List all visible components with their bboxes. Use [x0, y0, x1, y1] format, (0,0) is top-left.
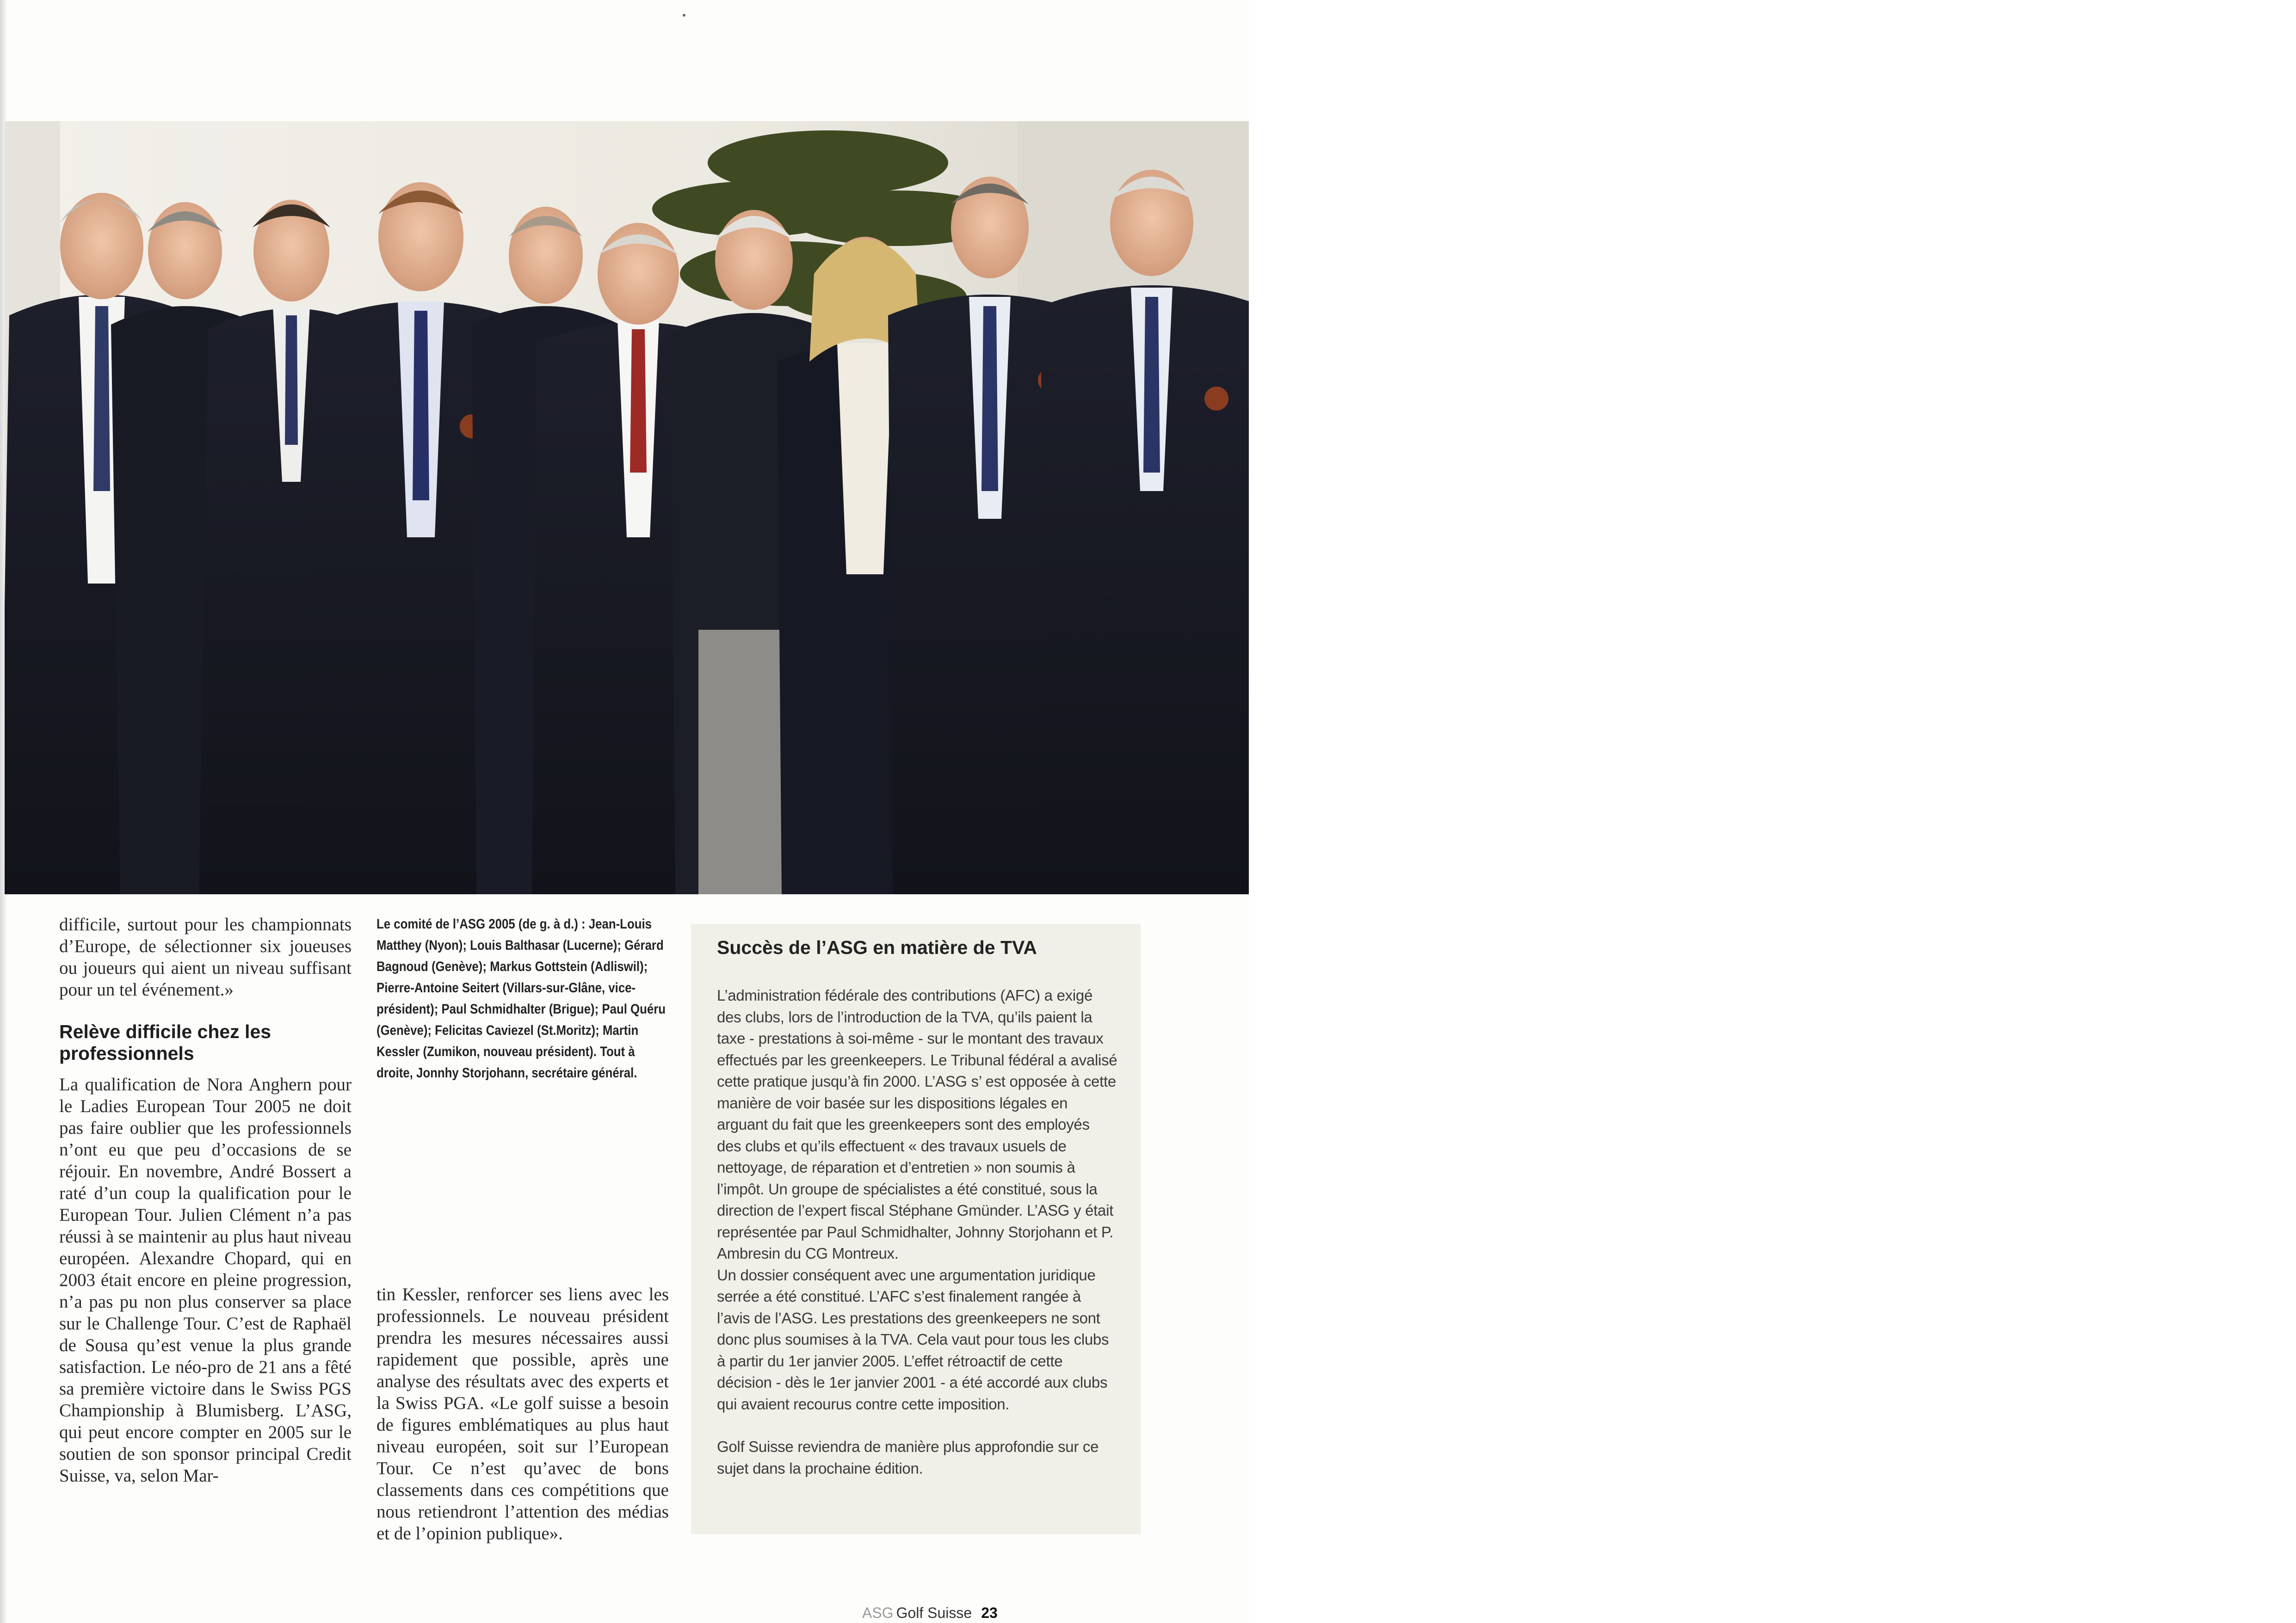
tva-sidebar-box — [691, 924, 1141, 1534]
sidebar-title: Succès de l’ASG en matière de TVA — [717, 937, 1037, 958]
footer-brand: Golf Suisse — [896, 1605, 972, 1621]
page-number: 23 — [981, 1605, 998, 1621]
sidebar-paragraph-2: Un dossier conséquent avec une argumentation juridique serrée a été constitué. L’AFC s’est finalement rangée à l’avis de l’ASG. Les prestations des greenkeepers ne sont donc plus soumises à la TVA. Cela vaut pour tous les clubs à partir du 1er janvier 2005. L’effet rétroactif de cette décision - dès le 1er janvier 2001 - a été accordé aux clubs qui avaient recourus contre cette imposition. — [717, 1266, 1109, 1413]
left-text-column — [59, 914, 352, 1487]
section-subheading: Relève difficile chez les professionnels — [59, 1021, 272, 1064]
sidebar-paragraph-3: Golf Suisse reviendra de manière plus approfondie sur ce sujet dans la prochaine édition. — [717, 1438, 1099, 1477]
committee-photo — [5, 121, 1249, 894]
intro-paragraph: difficile, surtout pour les championnats d’Europe, de sélectionner six joueuses ou joueurs qui aient un niveau suffisant pour un tel événement.» — [59, 915, 352, 1000]
middle-body-paragraph: tin Kessler, renforcer ses liens avec les professionnels. Le nouveau président prendra les mesures nécessaires aussi rapidement que possible, après une analyse des résultats avec des experts et la Swiss PGA. «Le golf suisse a besoin de figures emblématiques au plus haut niveau européen, soit sur l’European Tour. Ce n’est qu’avec de bons classements dans ces compétitions que nous retiendront l’attention des médias et de l’opinion publique». — [376, 1285, 669, 1543]
photo-caption-block — [376, 914, 669, 1084]
middle-text-column — [376, 1284, 669, 1544]
photo-caption: Le comité de l’ASG 2005 (de g. à d.) : Jean-Louis Matthey (Nyon); Louis Balthasar (Lucerne); Gérard Bagnoud (Genève); Markus Gottstein (Adliswil); Pierre-Antoine Seitert (Villars-sur-Glâne, vice-président); Paul Schmidhalter (Brigue); Paul Quéru (Genève); Felicitas Caviezel (St.Moritz); Martin Kessler (Zumikon, nouveau président). Tout à droite, Jonnhy Storjohann, secrétaire général. — [376, 916, 666, 1081]
left-body-paragraph: La qualification de Nora Anghern pour le Ladies European Tour 2005 ne doit pas faire oublier que les professionnels n’ont eu que peu d’occasions de se réjouir. En novembre, André Bossert a raté d’un coup la qualification pour le European Tour. Julien Clément n’a pas réussi à se maintenir au plus haut niveau européen. Alexandre Chopard, qui en 2003 était encore en pleine progression, n’a pas pu non plus conserver sa place sur le Challenge Tour. C’est de Raphaël de Sousa qu’est venue la plus grande satisfaction. Le néo-pro de 21 ans a fêté sa première victoire dans le Swiss PGS Championship à Blumisberg. L’ASG, qui peut encore compter en 2005 sur le soutien de son sponsor principal Credit Suisse, va, selon Mar- — [59, 1075, 352, 1486]
scan-speck — [683, 14, 685, 17]
page-footer — [862, 1605, 998, 1621]
footer-asg-label: ASG — [862, 1605, 894, 1621]
sidebar-body — [717, 985, 1117, 1479]
sidebar-paragraph-1: L’administration fédérale des contributions (AFC) a exigé des clubs, lors de l’introduction de la TVA, qu’ils paient la taxe - prestations à soi-même - sur le montant des travaux effectués par les greenkeepers. Le Tribunal fédéral a avalisé cette pratique jusqu’à fin 2000. L’ASG s’ est opposée à cette manière de voir basée sur les dispositions légales en arguant du fait que les greenkeepers sont des employés des clubs et qu’ils effectuent « des travaux usuels de nettoyage, de réparation et d’entretien » non soumis à l’impôt. Un groupe de spécialistes a été constitué, sous la direction de l’expert fiscal Stéphane Gmünder. L’ASG y était représentée par Paul Schmidhalter, Johnny Storjohann et P. Ambresin du CG Montreux. — [717, 987, 1117, 1262]
